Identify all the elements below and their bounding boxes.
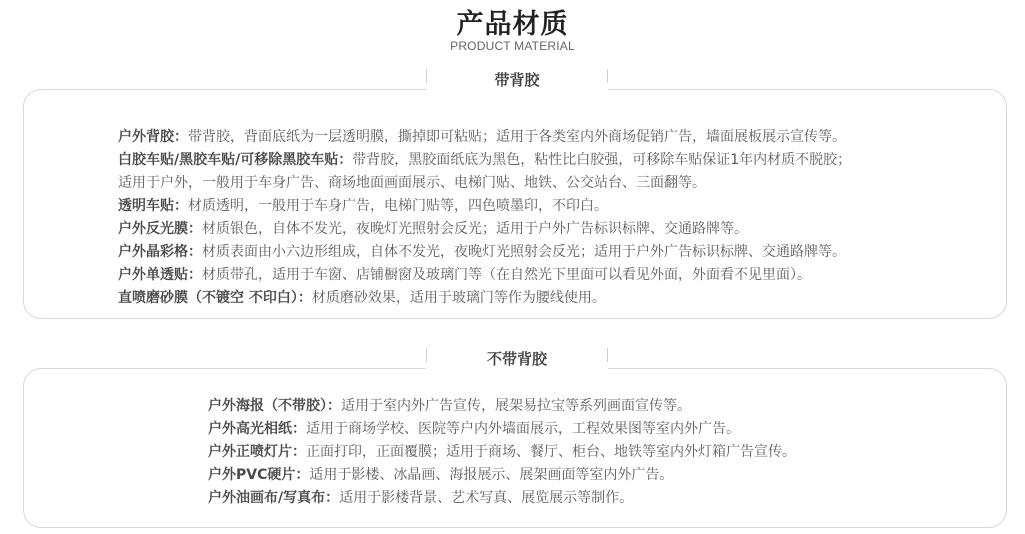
divider-tick-right [607,348,608,362]
section-without-adhesive [23,350,1007,528]
material-desc: 适用于商场学校、医院等户内外墙面展示，工程效果图等室内外广告。 [306,421,740,437]
material-desc: 材质表面由小六边形组成，自体不发光，夜晚灯光照射会反光；适用于户外广告标识标牌、交通路牌等。 [202,244,846,260]
material-desc: 材质磨砂效果，适用于玻璃门等作为腰线使用。 [311,290,606,306]
material-list [118,126,851,310]
material-desc: 适用于影楼、冰晶画、海报展示、展架画面等室内外广告。 [309,467,674,483]
material-item [208,487,796,510]
section-header [426,71,608,102]
material-item [118,241,851,264]
material-name: 透明车贴： [118,198,188,214]
material-item [208,441,796,464]
material-name: 户外海报（不带胶）： [208,398,341,414]
material-item [208,395,796,418]
material-name: 户外正喷灯片： [208,444,306,460]
material-name: 户外单透贴： [118,267,202,283]
divider-tick-right [607,69,608,83]
material-item [118,172,851,195]
material-item [208,418,796,441]
material-name: 白胶车贴/黑胶车贴/可移除黑胶车贴： [118,152,353,168]
section-title: 不带背胶 [486,350,547,368]
material-desc: 适用于户外，一般用于车身广告、商场地面画面展示、电梯门贴、地铁、公交站台、三面翻等。 [118,175,706,191]
material-item [118,149,851,172]
material-name: 户外反光膜： [118,221,202,237]
section-with-adhesive [23,71,1007,319]
material-desc: 材质透明，一般用于车身广告，电梯门贴等，四色喷墨印，不印白。 [188,198,608,214]
material-desc: 材质带孔，适用于车窗、店铺橱窗及玻璃门等（在自然光下里面可以看见外面，外面看不见里面）。 [202,267,811,283]
material-item [118,195,851,218]
material-name: 户外晶彩格： [118,244,202,260]
material-desc: 材质银色，自体不发光，夜晚灯光照射会反光；适用于户外广告标识标牌、交通路牌等。 [202,221,748,237]
material-desc: 适用于室内外广告宣传，展架易拉宝等系列画面宣传等。 [341,398,691,414]
material-item [208,464,796,487]
material-desc: 正面打印，正面覆膜；适用于商场、餐厅、柜台、地铁等室内外灯箱广告宣传。 [306,444,796,460]
page-subtitle: PRODUCT MATERIAL [450,39,575,53]
material-item [118,218,851,241]
material-desc: 适用于影楼背景、艺术写真、展览展示等制作。 [339,490,634,506]
material-name: 户外高光相纸： [208,421,306,437]
material-item [118,287,851,310]
material-name: 户外油画布/写真布： [208,490,340,506]
material-list [208,395,796,510]
material-desc: 带背胶，背面底纸为一层透明膜，撕掉即可粘贴；适用于各类室内外商场促销广告，墙面展板展示宣传等。 [188,129,846,145]
page-title: 产品材质 [456,9,569,40]
material-item [118,264,851,287]
section-title: 带背胶 [494,71,540,89]
material-item [118,126,851,149]
material-name: 户外PVC硬片： [208,467,310,483]
section-header [426,350,608,381]
material-desc: 带背胶，黑胶面纸底为黑色，粘性比白胶强，可移除车贴保证1年内材质不脱胶； [352,152,852,168]
material-name: 户外背胶： [118,129,188,145]
material-name: 直喷磨砂膜（不镀空 不印白）： [118,290,312,306]
